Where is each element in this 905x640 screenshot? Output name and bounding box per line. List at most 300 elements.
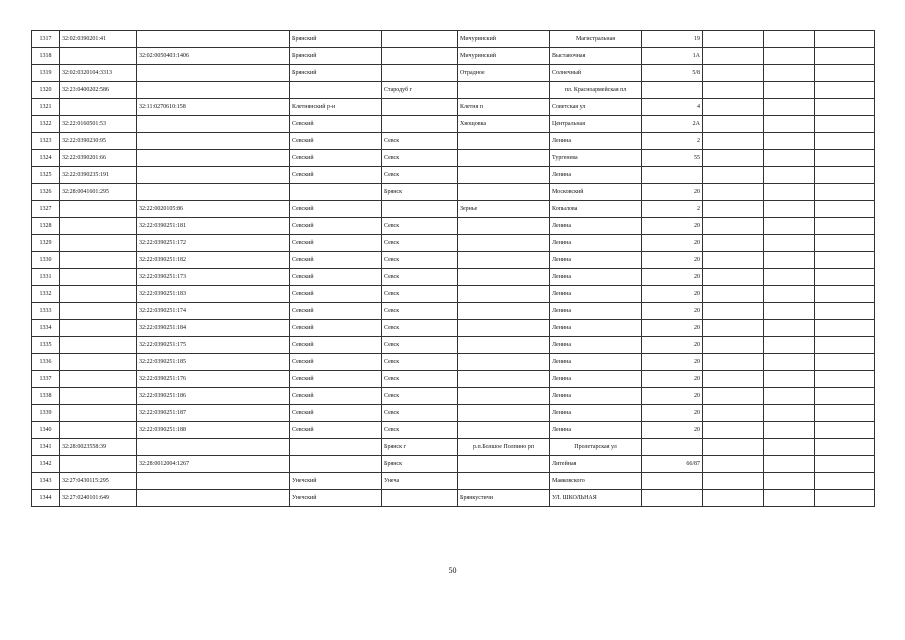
cell-empty [703, 320, 764, 337]
cell-c4: Севск [382, 235, 458, 252]
cell-c4: Брянск [382, 184, 458, 201]
cell-c7: 20 [642, 354, 703, 371]
cell-c3: Севский [290, 201, 382, 218]
cell-c5: Отрадное [458, 65, 550, 82]
cell-c4: Севск [382, 320, 458, 337]
cell-empty [815, 320, 875, 337]
cell-empty [764, 473, 815, 490]
cell-c7: 20 [642, 337, 703, 354]
cell-c7 [642, 167, 703, 184]
cell-c1 [60, 405, 137, 422]
cell-c4: Севск [382, 133, 458, 150]
cell-c7: 1А [642, 48, 703, 65]
cell-c5 [458, 184, 550, 201]
cell-n: 1317 [32, 31, 60, 48]
cell-empty [764, 456, 815, 473]
cell-c3: Севский [290, 286, 382, 303]
cell-c6: Ленина [550, 133, 642, 150]
cell-c6: Тургенева [550, 150, 642, 167]
cell-empty [703, 65, 764, 82]
cell-c5 [458, 388, 550, 405]
cell-c1 [60, 99, 137, 116]
cell-c6: Магистральная [550, 31, 642, 48]
cell-c5 [458, 286, 550, 303]
cell-empty [703, 184, 764, 201]
cell-n: 1332 [32, 286, 60, 303]
table-row [32, 473, 875, 490]
cell-n: 1336 [32, 354, 60, 371]
cell-empty [703, 269, 764, 286]
cell-c5: Клетня п [458, 99, 550, 116]
cell-c7: 20 [642, 184, 703, 201]
cell-c3: Севский [290, 337, 382, 354]
cell-n: 1322 [32, 116, 60, 133]
table-row [32, 133, 875, 150]
cell-c1 [60, 422, 137, 439]
cell-c3: Севский [290, 150, 382, 167]
cell-c4: Стародуб г [382, 82, 458, 99]
cell-empty [764, 133, 815, 150]
table-row [32, 82, 875, 99]
cell-empty [703, 235, 764, 252]
cell-c2 [137, 31, 290, 48]
cell-empty [815, 252, 875, 269]
cell-c7: 19 [642, 31, 703, 48]
cell-c5 [458, 150, 550, 167]
cell-n: 1338 [32, 388, 60, 405]
cell-empty [815, 48, 875, 65]
page-number: 50 [448, 566, 457, 575]
cell-c3: Севский [290, 269, 382, 286]
cell-empty [703, 473, 764, 490]
cell-c4: Севск [382, 371, 458, 388]
cell-c7: 2А [642, 116, 703, 133]
cell-c6: Центральная [550, 116, 642, 133]
cell-empty [815, 388, 875, 405]
document-table-wrapper [31, 30, 874, 507]
cell-empty [764, 354, 815, 371]
table-row [32, 405, 875, 422]
table-row [32, 422, 875, 439]
cell-empty [815, 473, 875, 490]
cell-empty [703, 337, 764, 354]
table-row [32, 337, 875, 354]
cell-n: 1329 [32, 235, 60, 252]
cell-c1: 32:28:0041601:295 [60, 184, 137, 201]
cell-c2: 32:22:0390251:183 [137, 286, 290, 303]
cell-c3: Севский [290, 371, 382, 388]
cell-c6: Ленина [550, 252, 642, 269]
cell-empty [703, 82, 764, 99]
cell-c6: Ленина [550, 422, 642, 439]
cell-c6: Ленина [550, 337, 642, 354]
cell-empty [815, 150, 875, 167]
cell-c5 [458, 337, 550, 354]
cell-c1 [60, 269, 137, 286]
cell-empty [703, 354, 764, 371]
cell-empty [815, 99, 875, 116]
cell-n: 1330 [32, 252, 60, 269]
cell-empty [764, 150, 815, 167]
cell-c6: Выставочная [550, 48, 642, 65]
cell-c6: Ленина [550, 388, 642, 405]
cell-c4: Севск [382, 422, 458, 439]
cell-c1 [60, 354, 137, 371]
cell-c4: Севск [382, 286, 458, 303]
cell-n: 1342 [32, 456, 60, 473]
cell-c6: Ленина [550, 269, 642, 286]
cell-c5 [458, 371, 550, 388]
cell-empty [703, 48, 764, 65]
cell-empty [764, 65, 815, 82]
cell-c6: Ленина [550, 320, 642, 337]
cell-c7: 2 [642, 201, 703, 218]
cell-empty [764, 252, 815, 269]
cell-empty [815, 303, 875, 320]
cell-n: 1319 [32, 65, 60, 82]
cell-c2: 32:22:0390251:186 [137, 388, 290, 405]
cell-c5 [458, 422, 550, 439]
table-row [32, 116, 875, 133]
cell-c6: Ленина [550, 218, 642, 235]
cell-c6: Пролетарская ул [550, 439, 642, 456]
cell-c1 [60, 235, 137, 252]
cell-empty [764, 439, 815, 456]
cell-c3: Севский [290, 422, 382, 439]
table-row [32, 48, 875, 65]
cell-c5 [458, 269, 550, 286]
cell-empty [764, 167, 815, 184]
cell-c6: Ленина [550, 235, 642, 252]
table-row [32, 388, 875, 405]
cell-c4: Севск [382, 150, 458, 167]
cell-n: 1333 [32, 303, 60, 320]
cell-empty [764, 286, 815, 303]
cell-c2 [137, 82, 290, 99]
cell-empty [703, 150, 764, 167]
cell-c4: Севск [382, 167, 458, 184]
table-row [32, 252, 875, 269]
cell-c6: Маяковского [550, 473, 642, 490]
cell-empty [815, 218, 875, 235]
table-row [32, 269, 875, 286]
cell-c1: 32:27:0430115:295 [60, 473, 137, 490]
cell-empty [815, 235, 875, 252]
cell-c4: Севск [382, 303, 458, 320]
cell-c1 [60, 456, 137, 473]
cell-c4 [382, 99, 458, 116]
cell-n: 1334 [32, 320, 60, 337]
table-row [32, 439, 875, 456]
cell-c6: Ленина [550, 405, 642, 422]
cell-empty [815, 490, 875, 507]
cell-empty [764, 422, 815, 439]
cell-c3: Брянский [290, 31, 382, 48]
cell-c2: 32:22:0390251:187 [137, 405, 290, 422]
cell-empty [764, 371, 815, 388]
table-row [32, 371, 875, 388]
cell-empty [764, 184, 815, 201]
cell-n: 1318 [32, 48, 60, 65]
cell-c3: Севский [290, 388, 382, 405]
cell-empty [815, 65, 875, 82]
cell-c2: 32:22:0390251:182 [137, 252, 290, 269]
cell-c3: Севский [290, 320, 382, 337]
cell-empty [703, 303, 764, 320]
cell-empty [703, 371, 764, 388]
cell-c5: Хвощовка [458, 116, 550, 133]
cell-c7: 2 [642, 133, 703, 150]
cell-c4 [382, 201, 458, 218]
cell-c2 [137, 150, 290, 167]
cell-c6: пл. Красноармейская пл [550, 82, 642, 99]
cell-empty [703, 133, 764, 150]
cell-n: 1324 [32, 150, 60, 167]
cell-c2: 32:22:0390251:181 [137, 218, 290, 235]
cell-c7 [642, 490, 703, 507]
cell-c7: 20 [642, 422, 703, 439]
cell-empty [815, 184, 875, 201]
cell-c1 [60, 303, 137, 320]
cell-c5 [458, 167, 550, 184]
cell-empty [815, 201, 875, 218]
cell-c5: Зернье [458, 201, 550, 218]
cell-c3 [290, 456, 382, 473]
cell-empty [764, 388, 815, 405]
cell-empty [764, 320, 815, 337]
cell-c7: 20 [642, 286, 703, 303]
cell-empty [764, 31, 815, 48]
cell-empty [764, 269, 815, 286]
cell-c1 [60, 371, 137, 388]
table-row [32, 354, 875, 371]
cell-c7: 4 [642, 99, 703, 116]
cell-empty [764, 48, 815, 65]
cell-c4 [382, 490, 458, 507]
cell-c3: Клетнянский р-н [290, 99, 382, 116]
cell-empty [815, 116, 875, 133]
table-row [32, 31, 875, 48]
cell-c3: Севский [290, 405, 382, 422]
cell-c4: Севск [382, 388, 458, 405]
cell-c4: Севск [382, 252, 458, 269]
cell-c4: Севск [382, 405, 458, 422]
cell-empty [764, 99, 815, 116]
table-row [32, 320, 875, 337]
cell-n: 1323 [32, 133, 60, 150]
cell-c3: Севский [290, 116, 382, 133]
table-row [32, 65, 875, 82]
cell-c7: 20 [642, 405, 703, 422]
cell-c1: 32:27:0240101:649 [60, 490, 137, 507]
cell-empty [764, 201, 815, 218]
cell-c5 [458, 82, 550, 99]
cell-c1: 32:22:0390230:95 [60, 133, 137, 150]
cell-c5 [458, 456, 550, 473]
cell-c6: Копылова [550, 201, 642, 218]
cell-c4: Унеча [382, 473, 458, 490]
cell-n: 1328 [32, 218, 60, 235]
table-row [32, 218, 875, 235]
cell-c5 [458, 303, 550, 320]
cell-c6: Ленина [550, 303, 642, 320]
cell-c1: 32:23:0400202:586 [60, 82, 137, 99]
cell-c2 [137, 65, 290, 82]
cell-n: 1341 [32, 439, 60, 456]
cell-c5 [458, 218, 550, 235]
cell-c3 [290, 82, 382, 99]
cell-c4: Севск [382, 218, 458, 235]
cell-c5 [458, 252, 550, 269]
cell-empty [703, 286, 764, 303]
cell-c3: Севский [290, 218, 382, 235]
cell-c7: 20 [642, 371, 703, 388]
table-row [32, 456, 875, 473]
cell-c3 [290, 184, 382, 201]
table-row [32, 235, 875, 252]
cell-c1 [60, 388, 137, 405]
cell-c7: 5/8 [642, 65, 703, 82]
cell-c5 [458, 354, 550, 371]
cell-n: 1335 [32, 337, 60, 354]
cell-c3: Унечский [290, 473, 382, 490]
cell-c5: Брянкустичи [458, 490, 550, 507]
cell-c2: 32:22:0390251:185 [137, 354, 290, 371]
cell-c5: р.п.Болшое Полпино рп [458, 439, 550, 456]
register-table-body [32, 31, 875, 507]
cell-c7: 20 [642, 235, 703, 252]
cell-c2: 32:02:0050403:1406 [137, 48, 290, 65]
cell-c1 [60, 337, 137, 354]
cell-c6: Московский [550, 184, 642, 201]
cell-c1 [60, 252, 137, 269]
cell-c7: 66/87 [642, 456, 703, 473]
cell-c6: Ленина [550, 167, 642, 184]
cell-c1: 32:28:0023558:39 [60, 439, 137, 456]
cell-c7 [642, 439, 703, 456]
cell-c3: Севский [290, 133, 382, 150]
cell-c1: 32:22:0390201:66 [60, 150, 137, 167]
cell-c6: УЛ. ШКОЛЬНАЯ [550, 490, 642, 507]
cell-empty [703, 422, 764, 439]
cell-c5 [458, 235, 550, 252]
cell-c4 [382, 48, 458, 65]
cell-c7: 20 [642, 252, 703, 269]
cell-c1 [60, 218, 137, 235]
cell-c3 [290, 439, 382, 456]
cell-empty [764, 82, 815, 99]
cell-c3: Унечский [290, 490, 382, 507]
cell-n: 1331 [32, 269, 60, 286]
table-row [32, 490, 875, 507]
cell-n: 1325 [32, 167, 60, 184]
cell-empty [815, 31, 875, 48]
cell-c2: 32:22:0390251:172 [137, 235, 290, 252]
cell-empty [764, 490, 815, 507]
cell-n: 1326 [32, 184, 60, 201]
cell-c2: 32:22:0020105:86 [137, 201, 290, 218]
cell-c3: Севский [290, 235, 382, 252]
cell-empty [764, 116, 815, 133]
cell-empty [764, 405, 815, 422]
cell-empty [703, 201, 764, 218]
cell-c7 [642, 473, 703, 490]
cell-n: 1343 [32, 473, 60, 490]
cell-empty [815, 286, 875, 303]
cell-c3: Севский [290, 252, 382, 269]
cell-c7: 20 [642, 388, 703, 405]
cell-c7: 20 [642, 269, 703, 286]
table-row [32, 201, 875, 218]
cell-n: 1320 [32, 82, 60, 99]
cell-c2 [137, 133, 290, 150]
cell-c5 [458, 405, 550, 422]
cell-c1 [60, 201, 137, 218]
cell-empty [764, 218, 815, 235]
cell-c2 [137, 184, 290, 201]
cell-empty [703, 388, 764, 405]
register-table [31, 30, 875, 507]
cell-empty [703, 31, 764, 48]
cell-empty [703, 167, 764, 184]
cell-c2: 32:22:0390251:184 [137, 320, 290, 337]
cell-empty [703, 490, 764, 507]
cell-c7: 20 [642, 218, 703, 235]
table-row [32, 303, 875, 320]
cell-c3: Севский [290, 354, 382, 371]
cell-empty [815, 439, 875, 456]
cell-c7: 20 [642, 320, 703, 337]
cell-c4 [382, 65, 458, 82]
cell-c6: Ленина [550, 354, 642, 371]
cell-empty [815, 133, 875, 150]
cell-c3: Севский [290, 167, 382, 184]
cell-empty [815, 269, 875, 286]
cell-c2 [137, 473, 290, 490]
cell-c1 [60, 320, 137, 337]
cell-c2 [137, 439, 290, 456]
cell-c3: Севский [290, 303, 382, 320]
table-row [32, 286, 875, 303]
cell-empty [703, 99, 764, 116]
cell-empty [703, 405, 764, 422]
cell-c5 [458, 320, 550, 337]
table-row [32, 99, 875, 116]
cell-c2: 32:22:0390251:173 [137, 269, 290, 286]
cell-c4: Брянск [382, 456, 458, 473]
cell-n: 1344 [32, 490, 60, 507]
table-row [32, 184, 875, 201]
cell-empty [764, 303, 815, 320]
cell-c5: Мичуринский [458, 48, 550, 65]
cell-c1: 32:02:0390201:41 [60, 31, 137, 48]
cell-empty [703, 456, 764, 473]
cell-c2 [137, 167, 290, 184]
cell-c4 [382, 116, 458, 133]
cell-c2: 32:22:0390251:188 [137, 422, 290, 439]
cell-c4: Севск [382, 337, 458, 354]
cell-c1 [60, 48, 137, 65]
cell-c4 [382, 31, 458, 48]
cell-c4: Севск [382, 354, 458, 371]
cell-n: 1340 [32, 422, 60, 439]
cell-c1: 32:22:0390235:191 [60, 167, 137, 184]
cell-empty [703, 218, 764, 235]
cell-empty [815, 371, 875, 388]
cell-c6: Ленина [550, 371, 642, 388]
cell-empty [703, 116, 764, 133]
cell-c5 [458, 473, 550, 490]
